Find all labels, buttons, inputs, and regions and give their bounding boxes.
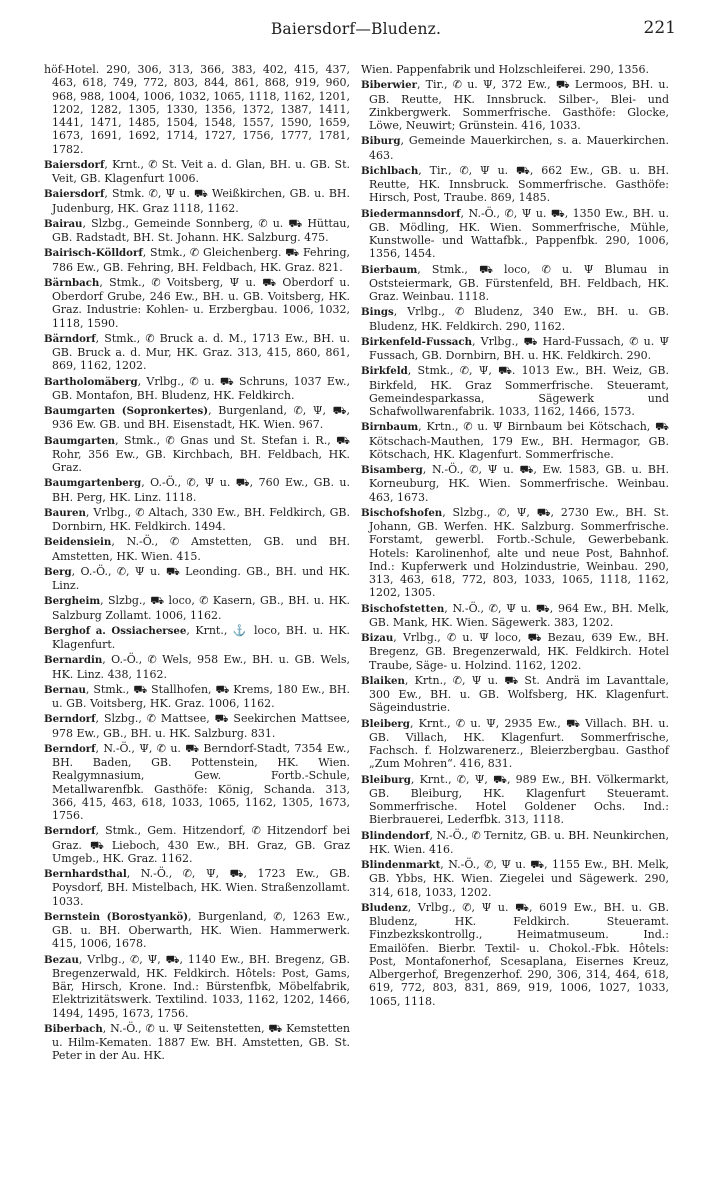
gazetteer-entry: Bernardin, O.-Ö., ✆ Wels, 958 Ew., BH. u. GB. Wels, HK. Linz. 438, 1162. [44,653,350,681]
gazetteer-entry: Berndorf, N.-Ö., Ψ, ✆ u. ⛟ Berndorf-Stadt, 7354 Ew., BH. Baden, GB. Pottenstein, HK. Wien. Realgymnasium, Gew. Fortb.-Schule, Metallwarenfbk. Gasthöfe: König, Schanda. 313, 366, 415, 463, 618, 1033, 1065, 1162, 1305, 1673, 1756. [44,741,350,822]
gazetteer-entry: Bings, Vrlbg., ✆ Bludenz, 340 Ew., BH. u. GB. Bludenz, HK. Feldkirch. 290, 1162. [361,305,669,333]
gazetteer-entry: Baumgartenberg, O.-Ö., ✆, Ψ u. ⛟, 760 Ew., GB. u. BH. Perg, HK. Linz. 1118. [44,476,350,504]
gazetteer-entry: Wien. Pappenfabrik und Holzschleiferei. 290, 1356. [361,63,649,76]
gazetteer-entry: Biberwier, Tir., ✆ u. Ψ, 372 Ew., ⛟ Lermoos, BH. u. GB. Reutte, HK. Innsbruck. Silber-, Blei- und Zinkbergwerk. Sommerfrische. Gasthöfe: Glocke, Löwe, Neuwirt; Grünstein. 416, 1033. [361,78,669,132]
gazetteer-entry: Bärndorf, Stmk., ✆ Bruck a. d. M., 1713 Ew., BH. u. GB. Bruck a. d. Mur, HK. Graz. 313, 415, 860, 861, 869, 1162, 1202. [44,331,350,373]
gazetteer-entry: Berghof a. Ossiachersee, Krnt., ⚓ loco, BH. u. HK. Klagenfurt. [44,623,350,651]
gazetteer-entry: Bernstein (Borostyankö), Burgenland, ✆, 1263 Ew., GB. u. BH. Oberwarth, HK. Wien. Hammerwerk. 415, 1006, 1678. [44,909,350,951]
gazetteer-entry: Birkfeld, Stmk., ✆, Ψ, ⛟. 1013 Ew., BH. Weiz, GB. Birkfeld, HK. Graz Sommerfrische. Steueramt, Gemeindesparkassa, Sägewerk und Schafwollwarenfabrik. 1033, 1162, 1466, 1573. [361,364,669,418]
gazetteer-entry: Bairau, Slzbg., Gemeinde Sonnberg, ✆ u. ⛟ Hüttau, GB. Radstadt, BH. St. Johann. HK. Salzburg. 475. [44,216,350,244]
gazetteer-entry: Bernhardsthal, N.-Ö., ✆, Ψ, ⛟, 1723 Ew., GB. Poysdorf, BH. Mistelbach, HK. Wien. Straßenzollamt. 1033. [44,867,350,908]
gazetteer-entry: Bartholomäberg, Vrlbg., ✆ u. ⛟ Schruns, 1037 Ew., GB. Montafon, BH. Bludenz, HK. Feldkirch. [44,374,350,402]
gazetteer-entry: Berg, O.-Ö., ✆, Ψ u. ⛟ Leonding. GB., BH. und HK. Linz. [44,564,350,592]
gazetteer-entry: Blaiken, Krtn., ✆, Ψ u. ⛟ St. Andrä im Lavanttale, 300 Ew., BH. u. GB. Wolfsberg, HK. Klagenfurt. Sägeindustrie. [361,673,669,715]
page-number: 221 [643,18,676,38]
gazetteer-entry: Blindendorf, N.-Ö., ✆ Ternitz, GB. u. BH. Neunkirchen, HK. Wien. 416. [361,828,669,856]
gazetteer-entry: Bleiberg, Krnt., ✆ u. Ψ, 2935 Ew., ⛟ Villach. BH. u. GB. Villach, HK. Klagenfurt. Sommerfrische, Fachsch. f. Holzwarenerz., Bleierzbergbau. Gasthof „Zum Mohren“. 416, 831. [361,716,669,771]
gazetteer-entry: Bisamberg, N.-Ö., ✆, Ψ u. ⛟, Ew. 1583, GB. u. BH. Korneuburg, HK. Wien. Sommerfrische. Weinbau. 463, 1673. [361,463,669,504]
gazetteer-entry: Bischofstetten, N.-Ö., ✆, Ψ u. ⛟, 964 Ew., BH. Melk, GB. Mank, HK. Wien. Sägewerk. 383, 1202. [361,601,669,629]
gazetteer-entry: Birkenfeld-Fussach, Vrlbg., ⛟ Hard-Fussach, ✆ u. Ψ Fussach, GB. Dornbirn, BH. u. HK. Feldkirch. 290. [361,334,669,362]
gazetteer-entry: Beidensiein, N.-Ö., ✆ Amstetten, GB. und BH. Amstetten, HK. Wien. 415. [44,535,350,563]
gazetteer-entry: Blindenmarkt, N.-Ö., ✆, Ψ u. ⛟, 1155 Ew., BH. Melk, GB. Ybbs, HK. Wien. Ziegelei und Sägewerk. 290, 314, 618, 1033, 1202. [361,858,669,899]
page-header [0,16,712,42]
gazetteer-entry: Bernau, Stmk., ⛟ Stallhofen, ⛟ Krems, 180 Ew., BH. u. GB. Voitsberg, HK. Graz. 1006, 1162. [44,682,350,710]
gazetteer-entry: Bichlbach, Tir., ✆, Ψ u. ⛟, 662 Ew., GB. u. BH. Reutte, HK. Innsbruck. Sommerfrische. Gasthöfe: Hirsch, Post, Traube. 869, 1485. [361,163,669,205]
left-column [44,63,350,1063]
gazetteer-entry: Baiersdorf, Stmk. ✆, Ψ u. ⛟ Weißkirchen, GB. u. BH. Judenburg, HK. Graz 1118, 1162. [44,187,350,215]
gazetteer-entry: Bezau, Vrlbg., ✆, Ψ, ⛟, 1140 Ew., BH. Bregenz, GB. Bregenzerwald, HK. Feldkirch. Hôtels: Post, Gams, Bär, Hirsch, Krone. Ind.: Bürstenfbk, Möbelfabrik, Elektrizitätswerk. Textilind. 1033, 1162, 1202, 1466, 1494, 1495, 1673, 1756. [44,952,350,1020]
gazetteer-entry: Birnbaum, Krtn., ✆ u. Ψ Birnbaum bei Kötschach, ⛟ Kötschach-Mauthen, 179 Ew., BH. Hermagor, GB. Kötschach, HK. Klagenfurt. Sommerfrische. [361,420,669,461]
gazetteer-entry: höf-Hotel. 290, 306, 313, 366, 383, 402, 415, 437, 463, 618, 749, 772, 803, 844, 861, 868, 919, 960, 968, 988, 1004, 1006, 1032, 1065, 1118, 1162, 1201, 1202, 1282, 1305, 1330, 1356, 1372, 1387, 1411, 1441, 1471, 1485, 1504, 1548, 1557, 1590, 1659, 1673, 1691, 1692, 1714, 1727, 1756, 1777, 1781, 1782. [44,63,350,156]
gazetteer-entry: Bleiburg, Krnt., ✆, Ψ, ⛟, 989 Ew., BH. Völkermarkt, GB. Bleiburg, HK. Klagenfurt Steueramt. Sommerfrische. Hotel Goldener Ochs. Ind.: Bierbrauerei, Lederfbk. 313, 1118. [361,772,669,827]
gazetteer-entry: Berndorf, Stmk., Gem. Hitzendorf, ✆ Hitzendorf bei Graz. ⛟ Lieboch, 430 Ew., BH. Graz, GB. Graz Umgeb., HK. Graz. 1162. [44,824,350,865]
gazetteer-entry: Baiersdorf, Krnt., ✆ St. Veit a. d. Glan, BH. u. GB. St. Veit, GB. Klagenfurt 1006. [44,157,350,185]
gazetteer-entry: Bizau, Vrlbg., ✆ u. Ψ loco, ⛟ Bezau, 639 Ew., BH. Bregenz, GB. Bregenzerwald, HK. Feldkirch. Hotel Traube, Säge- u. Holzind. 1162, 1202. [361,631,669,672]
gazetteer-entry: Biedermannsdorf, N.-Ö., ✆, Ψ u. ⛟, 1350 Ew., BH. u. GB. Mödling, HK. Wien. Sommerfrische, Mühle, Kunstwolle- und Wattafbk., Pappenfbk. 290, 1006, 1356, 1454. [361,206,669,261]
gazetteer-entry: Baumgarten (Sopronkertes), Burgenland, ✆, Ψ, ⛟, 936 Ew. GB. und BH. Eisenstadt, HK. Wien. 967. [44,404,351,432]
gazetteer-entry: Biberbach, N.-Ö., ✆ u. Ψ Seitenstetten, ⛟ Kemstetten u. Hilm-Kematen. 1887 Ew. BH. Amstetten, GB. St. Peter in der Au. HK. [44,1021,350,1063]
gazetteer-entry: Bergheim, Slzbg., ⛟ loco, ✆ Kasern, GB., BH. u. HK. Salzburg Zollamt. 1006, 1162. [44,594,350,622]
gazetteer-entry: Berndorf, Slzbg., ✆ Mattsee, ⛟ Seekirchen Mattsee, 978 Ew., GB., BH. u. HK. Salzburg. 831. [44,712,350,740]
running-title: Baiersdorf—Bludenz. [270,20,442,38]
gazetteer-entry: Bischofshofen, Slzbg., ✆, Ψ, ⛟, 2730 Ew., BH. St. Johann, GB. Werfen. HK. Salzburg. Sommerfrische. Forstamt, gewerbl. Fortb.-Schule, Gewerbebank. Hotels: Karolinenhof, alte und neue Post, Bahnhof. Ind.: Kupferwerk und Holzindustrie, Weinbau. 290, 313, 463, 618, 772, 803, 1033, 1065, 1118, 1162, 1202, 1305. [361,505,669,600]
gazetteer-entry: Bärnbach, Stmk., ✆ Voitsberg, Ψ u. ⛟ Oberdorf u. Oberdorf Grube, 246 Ew., BH. u. GB. Voitsberg, HK. Graz. Industrie: Kohlen- u. Erzbergbau. 1006, 1032, 1118, 1590. [44,275,350,330]
gazetteer-entry: Bludenz, Vrlbg., ✆, Ψ u. ⛟, 6019 Ew., BH. u. GB. Bludenz, HK. Feldkirch. Steueramt. Finzbezkskontrollg., Heimatmuseum. Ind.: Emailöfen. Bierbr. Textil- u. Chokol.-Fbk. Hôtels: Post, Montafonerhof, Scesaplana, Eisernes Kreuz, Albergerhof, Bregenzerhof. 290, 306, 314, 464, 618, 619, 772, 803, 831, 869, 919, 1006, 1027, 1033, 1065, 1118. [361,900,669,1008]
gazetteer-entry: Bierbaum, Stmk., ⛟ loco, ✆ u. Ψ Blumau in Oststeiermark, GB. Fürstenfeld, BH. Feldbach, HK. Graz. Weinbau. 1118. [361,262,669,303]
gazetteer-entry: Bairisch-Kölldorf, Stmk., ✆ Gleichenberg. ⛟ Fehring, 786 Ew., GB. Fehring, BH. Feldbach, HK. Graz. 821. [44,246,350,274]
gazetteer-entry: Biburg, Gemeinde Mauerkirchen, s. a. Mauerkirchen. 463. [361,134,669,162]
right-column [361,63,669,1008]
gazetteer-entry: Bauren, Vrlbg., ✆ Altach, 330 Ew., BH. Feldkirch, GB. Dornbirn, HK. Feldkirch. 1494. [44,505,350,533]
gazetteer-entry: Baumgarten, Stmk., ✆ Gnas und St. Stefan i. R., ⛟ Rohr, 356 Ew., GB. Kirchbach, BH. Feldbach, HK. Graz. [44,433,350,474]
